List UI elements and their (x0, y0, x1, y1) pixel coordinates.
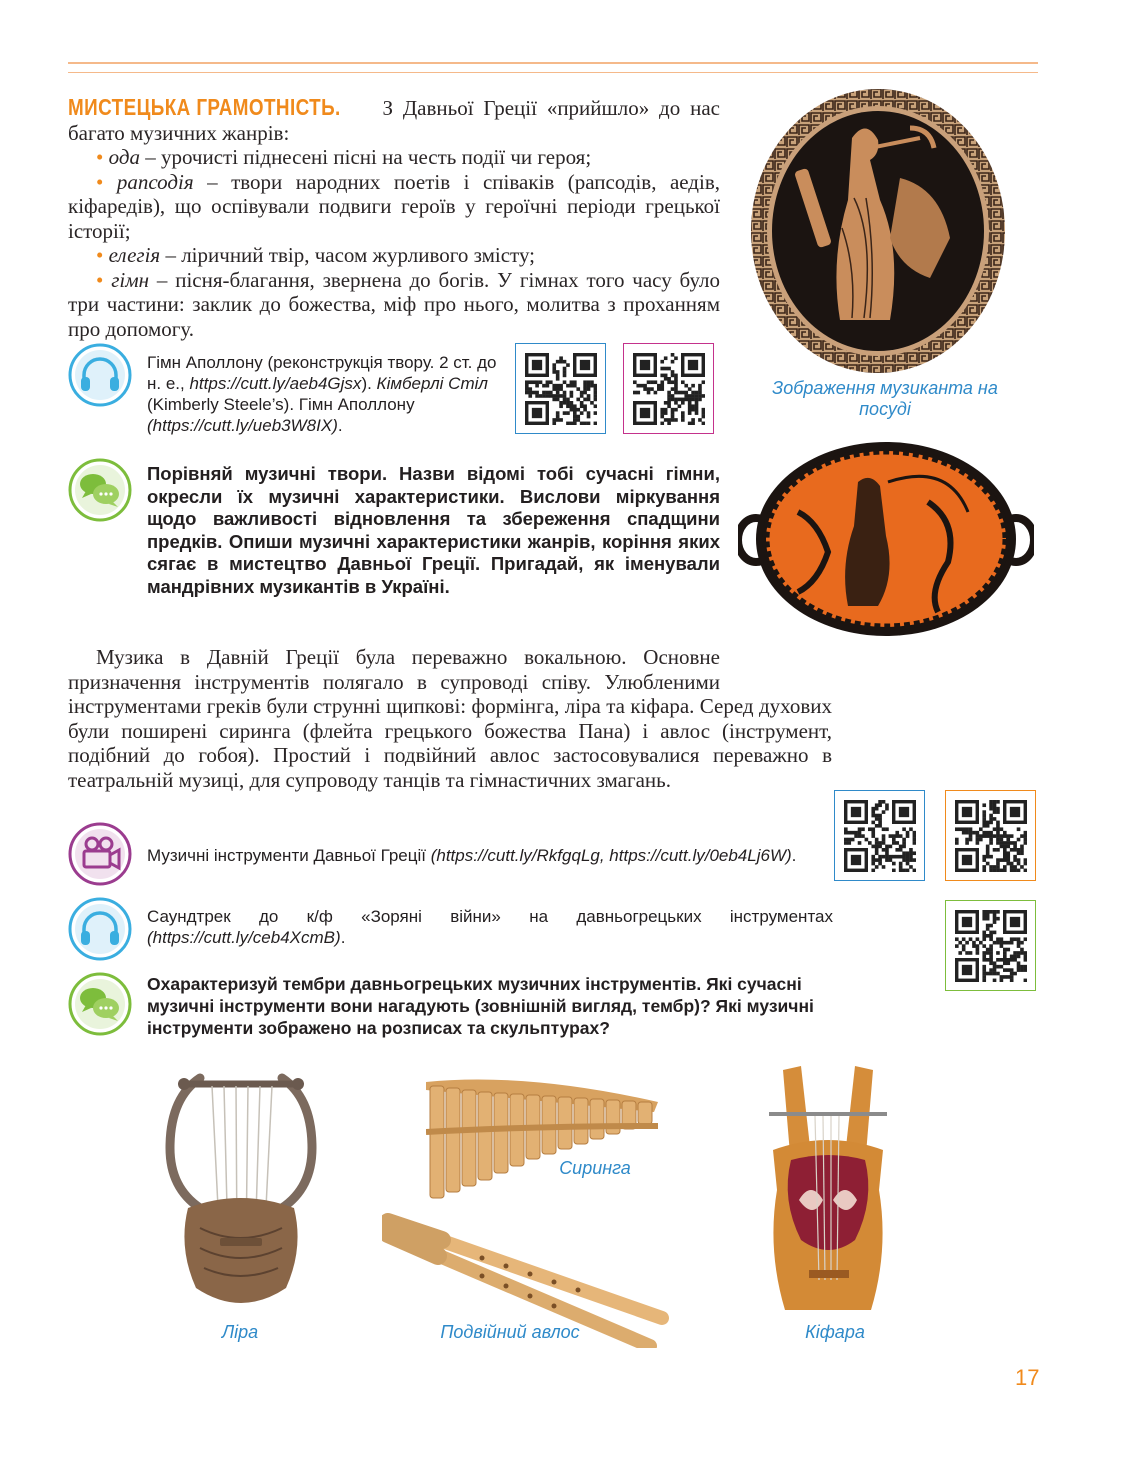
genre-item (68, 243, 720, 268)
qr-code[interactable] (945, 790, 1036, 881)
video-block (147, 845, 815, 866)
genre-text: – пісня-благання, звернена до богів. У гімнах того часу було три частини: заклик до божества, міф про нього, молитва з проханням про допомогу. (68, 267, 720, 341)
caption-vase-musician: Зображення музиканта на посуді (772, 378, 998, 419)
listen2-link[interactable]: (https://cutt.ly/ceb4XcmB) (147, 928, 341, 947)
bullet-icon: • (96, 145, 104, 169)
kithara-image (763, 1060, 893, 1322)
genre-text: – твори народних поетів і співаків (рапсодів, аедів, кіфаредів), що оспівували подвиги героїв у героїчні періоди грецької історії; (68, 169, 720, 243)
top-rule-1 (68, 62, 1038, 64)
bullet-icon: • (96, 169, 104, 194)
video-text: Музичні інструменти Давньої Греції (147, 846, 431, 865)
headphones-icon (68, 343, 132, 407)
listen1-performer: Кімберлі Стіл (376, 374, 488, 393)
music-paragraph (68, 645, 832, 792)
genre-list (68, 145, 720, 341)
syrinx-image (426, 1072, 660, 1202)
kylix-image (738, 442, 1034, 636)
listen-block-1 (147, 352, 502, 436)
caption-syrinx: Сиринга (559, 1158, 631, 1178)
vase-musician-image (750, 88, 1006, 374)
intro-rest: багато музичних жанрів: (68, 120, 290, 145)
intro-first: З Давньої Греції «прийшло» до нас (382, 96, 720, 120)
headphones-icon (68, 897, 132, 961)
genre-item (68, 145, 720, 170)
speech-bubbles-icon (68, 972, 132, 1036)
qr-code[interactable] (834, 790, 925, 881)
listen1-link-2[interactable]: (https://cutt.ly/ueb3W8IX) (147, 416, 338, 435)
genre-item (68, 170, 720, 244)
genre-term: ода (108, 145, 140, 169)
listen-block-2 (147, 906, 833, 948)
qr-code[interactable] (945, 900, 1036, 991)
genre-term: гімн (111, 267, 150, 292)
section-heading: МИСТЕЦЬКА ГРАМОТНІСТЬ. (68, 94, 341, 120)
genre-term: рапсодія (116, 169, 194, 194)
caption-kithara: Кіфара (805, 1322, 865, 1342)
listen1-link-1[interactable]: https://cutt.ly/aeb4Gjsx (189, 374, 362, 393)
bullet-icon: • (96, 243, 104, 267)
bullet-icon: • (96, 267, 104, 292)
listen2-text: Саундтрек до к/ф «Зоряні війни» на давньогрецьких інструментах (147, 907, 833, 926)
speech-bubbles-icon (68, 458, 132, 522)
top-rule-2 (68, 72, 1038, 73)
music-paragraph-text: Музика в Давній Греції була переважно вокальною. Основне призначення інструментів полягало в супроводі співу. Улюбленими інструментами греків були струнні щипкові: формінга, ліра та кіфара. Серед духових були поширені сиринга (флейта грецького божества Пана) і авлос (інструмент, подібний до гобоя). Простий і подвійний авлос застосовувалися переважно в театральній музиці, для супроводу танців та гімнастичних змагань. (68, 645, 832, 792)
listen1-text-4: . (337, 416, 343, 435)
genre-term: елегія (108, 243, 161, 267)
video-camera-icon (68, 822, 132, 886)
intro-line-1 (68, 95, 720, 121)
task-1: Порівняй музичні твори. Назви відомі тобі сучасні гімни, окресли їх музичні характеристики. Вислови міркування щодо важливості відновлення та збереження спадщини предків. Опиши музичні характеристики жанрів, коріння яких сягає в мистецтво Давньої Греції. Пригадай, як іменували мандрівних музикантів в Україні. (147, 463, 720, 597)
caption-lyre: Ліра (221, 1322, 259, 1342)
caption-aulos: Подвійний авлос (440, 1322, 580, 1342)
qr-code[interactable] (515, 343, 606, 434)
listen1-text: Гімн Аполлону (реконструкція твору. 2 ст. до н. е., (147, 353, 497, 393)
task-2: Охарактеризуй тембри давньогрецьких музичних інструментів. Які сучасні музичні інструменти вони нагадують (зовнішній вигляд, тембр)? Які музичні інструменти зображено на розписах та скульптурах? (147, 974, 814, 1038)
genre-text: – урочисті піднесені пісні на честь події чи героя; (139, 145, 592, 169)
listen1-text-3: (Kimberly Steele’s). Гімн Аполлону (147, 395, 415, 414)
genre-item (68, 268, 720, 342)
listen1-text-2: ). (361, 374, 377, 393)
genre-text: – ліричний твір, часом журливого змісту; (160, 243, 536, 267)
listen2-text-2: . (340, 928, 346, 947)
video-links[interactable]: (https://cutt.ly/RkfgqLg, https://cutt.ly/0eb4Lj6W) (430, 846, 792, 865)
page-number: 17 (1015, 1365, 1040, 1390)
lyre-image (160, 1058, 322, 1320)
video-text-2: . (791, 846, 797, 865)
intro-block (68, 95, 720, 341)
qr-code[interactable] (623, 343, 714, 434)
